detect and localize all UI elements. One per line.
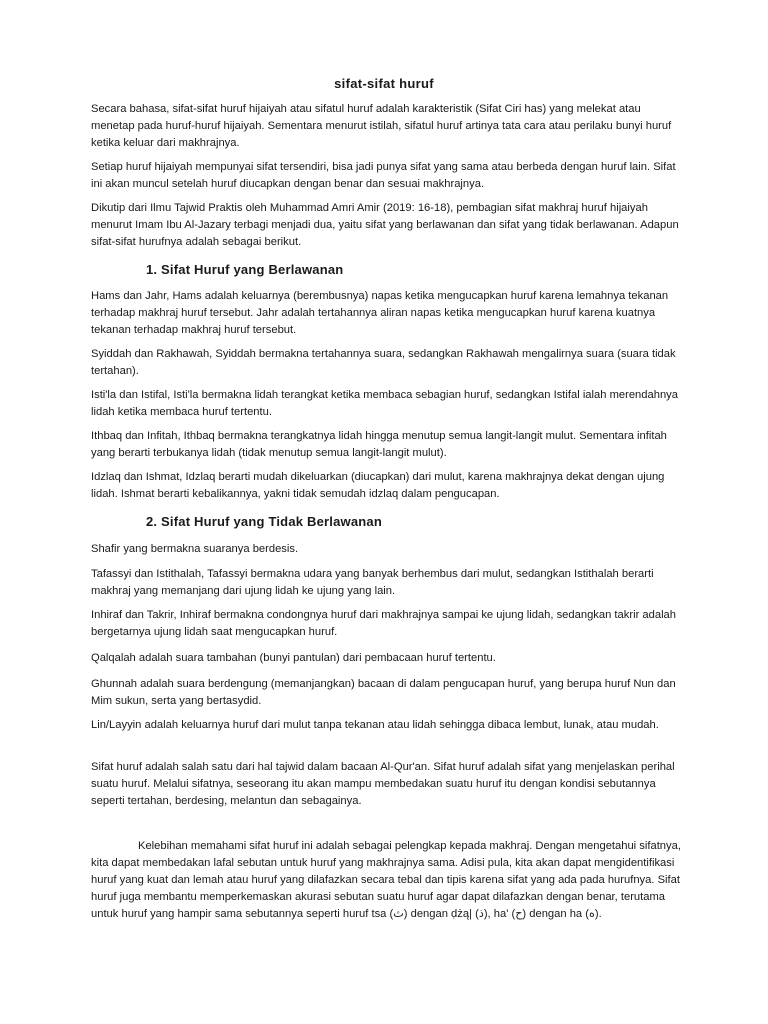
section1-paragraph-3: Isti'la dan Istifal, Isti'la bermakna lidah terangkat ketika membaca sebagian huruf, sedangkan Istifal ialah merendahnya lidah ketika membaca huruf tertentu. bbox=[91, 389, 678, 418]
document-title: sifat-sifat huruf bbox=[334, 76, 434, 91]
section2-paragraph-3: Inhiraf dan Takrir, Inhiraf bermakna condongnya huruf dari makhrajnya sampai ke ujung lidah, sedangkan takrir adalah bergetarnya ujung lidah saat mengucapkan huruf. bbox=[91, 609, 676, 638]
section1-paragraph-5: Idzlaq dan Ishmat, Idzlaq berarti mudah dikeluarkan (diucapkan) dari mulut, karena makhrajnya dekat dengan ujung lidah. Ishmat berarti kebalikannya, yakni tidak semudah idzlaq dalam pengucapan. bbox=[91, 471, 665, 500]
section2-paragraph-4: Qalqalah adalah suara tambahan (bunyi pantulan) dari pembacaan huruf tertentu. bbox=[91, 652, 496, 664]
section-heading-tidak-berlawanan: 2. Sifat Huruf yang Tidak Berlawanan bbox=[146, 514, 382, 529]
intro-paragraph-1: Secara bahasa, sifat-sifat huruf hijaiyah atau sifatul huruf adalah karakteristik (Sifat Ciri has) yang melekat atau menetap pada huruf-huruf hijaiyah. Sementara menurut istilah, sifatul huruf artinya tata cara atau perilaku bunyi huruf ketika keluar dari makhrajnya. bbox=[91, 103, 672, 149]
section2-paragraph-2: Tafassyi dan Istithalah, Tafassyi bermakna udara yang banyak berhembus dari mulut, sedangkan Istithalah berarti makhraj yang memanjang dari ujung lidah ke ujung yang lain. bbox=[91, 568, 654, 597]
section2-paragraph-6: Lin/Layyin adalah keluarnya huruf dari mulut tanpa tekanan atau lidah sehingga dibaca lembut, lunak, atau mudah. bbox=[91, 719, 659, 731]
section-heading-berlawanan: 1. Sifat Huruf yang Berlawanan bbox=[146, 262, 344, 277]
section1-paragraph-2: Syiddah dan Rakhawah, Syiddah bermakna tertahannya suara, sedangkan Rakhawah mengalirnya suara (suara tidak tertahan). bbox=[91, 348, 676, 377]
section1-paragraph-1: Hams dan Jahr, Hams adalah keluarnya (berembusnya) napas ketika mengucapkan huruf karena lemahnya tekanan terhadap makhraj huruf tersebut. Jahr adalah tertahannya aliran napas ketika mengucapkan huruf karena kuatnya tekanan terhadap makhraj huruf tersebut. bbox=[91, 290, 669, 336]
section2-paragraph-5: Ghunnah adalah suara berdengung (memanjangkan) bacaan di dalam pengucapan huruf, yang berupa huruf Nun dan Mim sukun, serta yang bertasydid. bbox=[91, 678, 676, 707]
section1-paragraph-4: Ithbaq dan Infitah, Ithbaq bermakna terangkatnya lidah hingga menutup semua langit-langit mulut. Sementara infitah yang berarti terbukanya lidah (tidak menutup semua langit-langit mulut). bbox=[91, 430, 667, 459]
closing-paragraph: Kelebihan memahami sifat huruf ini adalah sebagai pelengkap kepada makhraj. Dengan mengetahui sifatnya, kita dapat membedakan lafal sebutan untuk huruf yang makhrajnya sama. Adisi pula, kita akan dapat mengidentifikasi huruf yang kuat dan lemah atau huruf yang dilafazkan secara tebal dan tipis karena sifat yang ada pada hurufnya. Sifat huruf juga membantu memperkemaskan akurasi sebutan suatu huruf agar dapat dilafazkan dengan benar, terutama untuk huruf yang hampir sama sebutannya seperti huruf tsa (ث) dengan ḍżą| (ذ), ha' (ح) dengan ha (ه). bbox=[91, 840, 681, 920]
intro-paragraph-3: Dikutip dari Ilmu Tajwid Praktis oleh Muhammad Amri Amir (2019: 16-18), pembagian sifat makhraj huruf hijaiyah menurut Imam Ibu Al-Jazary terbagi menjadi dua, yaitu sifat yang berlawanan dan sifat yang tidak berlawanan. Adapun sifat-sifat hurufnya adalah sebagai berikut. bbox=[91, 202, 679, 248]
intro-paragraph-2: Setiap huruf hijaiyah mempunyai sifat tersendiri, bisa jadi punya sifat yang sama atau berbeda dengan huruf lain. Sifat ini akan muncul setelah huruf diucapkan dengan benar dan sesuai makhrajnya. bbox=[91, 161, 676, 190]
section2-paragraph-1: Shafir yang bermakna suaranya berdesis. bbox=[91, 543, 299, 555]
section2-paragraph-7: Sifat huruf adalah salah satu dari hal tajwid dalam bacaan Al-Qur'an. Sifat huruf adalah sifat yang menjelaskan perihal suatu huruf. Melalui sifatnya, seseorang itu akan mampu membedakan suatu huruf itu dengan kondisi sebutannya seperti tertahan, berdesing, melantun dan sebagainya. bbox=[91, 761, 675, 807]
